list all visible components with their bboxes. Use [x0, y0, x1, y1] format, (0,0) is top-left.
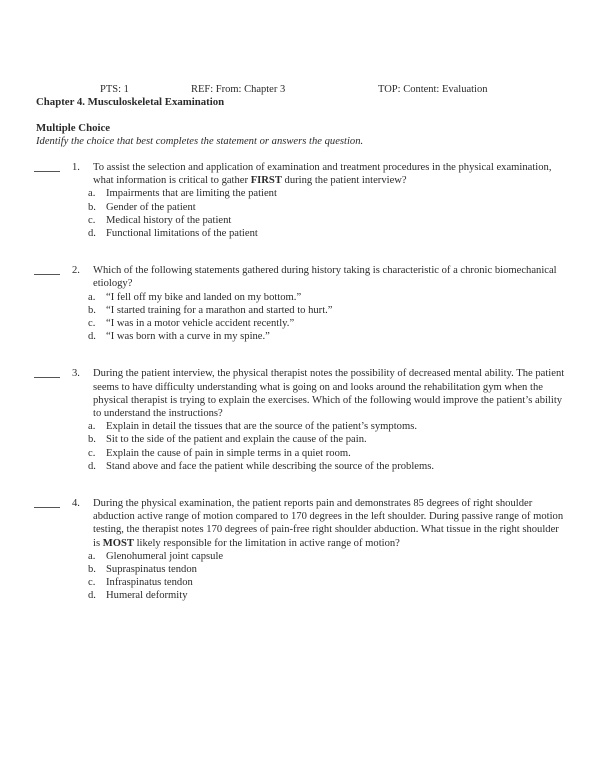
answer-options — [0, 291, 600, 344]
answer-options — [0, 187, 600, 240]
option-letter: c. — [88, 577, 96, 589]
ref-value: REF: From: Chapter 3 — [191, 84, 286, 95]
question-block — [0, 161, 600, 240]
answer-option[interactable] — [88, 187, 600, 200]
option-text: Functional limitations of the patient — [106, 228, 258, 240]
answer-option[interactable] — [88, 576, 600, 589]
answer-option[interactable] — [88, 304, 600, 317]
question-stem-emphasis: MOST — [102, 537, 134, 549]
answer-option[interactable] — [88, 447, 600, 460]
answer-blank-line[interactable] — [34, 507, 60, 508]
question-stem-text-tail: during the patient interview? — [281, 175, 407, 187]
option-text: Medical history of the patient — [106, 214, 232, 226]
option-text: Glenohumeral joint capsule — [106, 550, 224, 562]
option-letter: d. — [88, 590, 96, 602]
option-text: Explain the cause of pain in simple terms in a quiet room. — [106, 447, 351, 459]
question-number: 2. — [72, 265, 80, 277]
chapter-heading: Chapter 4. Musculoskeletal Examination — [36, 96, 225, 108]
answer-blank-line[interactable] — [34, 171, 60, 172]
question-stem — [93, 161, 600, 187]
answer-blank-line[interactable] — [34, 274, 60, 275]
answer-option[interactable] — [88, 214, 600, 227]
option-text: Infraspinatus tendon — [106, 577, 193, 589]
answer-options — [0, 550, 600, 603]
option-text: “I was in a motor vehicle accident recently.” — [106, 318, 295, 330]
question-number: 4. — [72, 498, 80, 510]
answer-options — [0, 420, 600, 473]
option-letter: d. — [88, 228, 96, 240]
question-block — [0, 497, 600, 603]
question-number: 1. — [72, 162, 80, 173]
answer-option[interactable] — [88, 420, 600, 433]
question-block — [0, 367, 600, 473]
option-letter: d. — [88, 331, 96, 343]
answer-option[interactable] — [88, 563, 600, 576]
option-text: Impairments that are limiting the patient — [106, 188, 277, 200]
question-stem-text: During the physical examination, the patient reports pain and demonstrates 85 degrees of right shoulder abduction active range of motion compared to 170 degrees in the left shoulder. During passive range of motion testing, the therapist notes 170 degrees of pain-free right shoulder abduction. What tissue in the right shoulder is — [93, 498, 564, 549]
option-text: Humeral deformity — [106, 590, 188, 602]
section-instruction: Identify the choice that best completes the statement or answers the question. — [36, 136, 364, 147]
question-stem — [93, 367, 600, 420]
option-letter: c. — [88, 214, 96, 226]
option-letter: c. — [88, 447, 96, 459]
question-stem-emphasis: FIRST — [250, 175, 282, 187]
answer-option[interactable] — [88, 550, 600, 563]
answer-option[interactable] — [88, 460, 600, 473]
option-letter: a. — [88, 291, 96, 303]
option-text: Supraspinatus tendon — [106, 564, 197, 576]
question-number: 3. — [72, 368, 80, 380]
answer-option[interactable] — [88, 330, 600, 343]
answer-option[interactable] — [88, 201, 600, 214]
option-letter: d. — [88, 460, 96, 472]
question-stem-text-tail: likely responsible for the limitation in active range of motion? — [133, 537, 400, 549]
questions-list — [0, 161, 600, 627]
option-text: Stand above and face the patient while describing the source of the problems. — [106, 460, 435, 472]
option-letter: c. — [88, 318, 96, 330]
option-letter: b. — [88, 304, 96, 316]
option-text: Explain in detail the tissues that are the source of the patient’s symptoms. — [106, 421, 417, 433]
question-stem-text: During the patient interview, the physical therapist notes the possibility of decreased mental ability. The patient seems to have difficulty understanding what is going on and looks around the rehabilitation gym when the physical therapist is trying to explain the exercises. Which of the following would improve the patient’s ability to understand the instructions? — [93, 368, 565, 420]
question-block — [0, 264, 600, 343]
option-letter: b. — [88, 434, 96, 446]
question-stem — [93, 497, 600, 550]
option-text: “I fell off my bike and landed on my bottom.” — [106, 291, 302, 303]
question-stem-text: Which of the following statements gathered during history taking is characteristic of a chronic biomechanical etiology? — [93, 265, 557, 290]
answer-blank-line[interactable] — [34, 377, 60, 378]
option-letter: a. — [88, 550, 96, 562]
option-text: Gender of the patient — [106, 201, 196, 213]
option-letter: a. — [88, 421, 96, 433]
pts-value: PTS: 1 — [100, 84, 129, 95]
answer-option[interactable] — [88, 433, 600, 446]
option-letter: b. — [88, 564, 96, 576]
option-letter: a. — [88, 188, 96, 200]
question-stem — [93, 264, 600, 290]
answer-option[interactable] — [88, 317, 600, 330]
top-value: TOP: Content: Evaluation — [378, 84, 488, 95]
option-letter: b. — [88, 201, 96, 213]
answer-option[interactable] — [88, 227, 600, 240]
section-heading: Multiple Choice — [36, 122, 111, 134]
option-text: “I started training for a marathon and started to hurt.” — [106, 304, 333, 316]
question-stem-text: To assist the selection and application of examination and treatment procedures in the physical examination, what information is critical to gather — [93, 162, 552, 187]
answer-option[interactable] — [88, 291, 600, 304]
option-text: “I was born with a curve in my spine.” — [106, 331, 270, 343]
answer-option[interactable] — [88, 589, 600, 602]
option-text: Sit to the side of the patient and explain the cause of the pain. — [106, 434, 367, 446]
